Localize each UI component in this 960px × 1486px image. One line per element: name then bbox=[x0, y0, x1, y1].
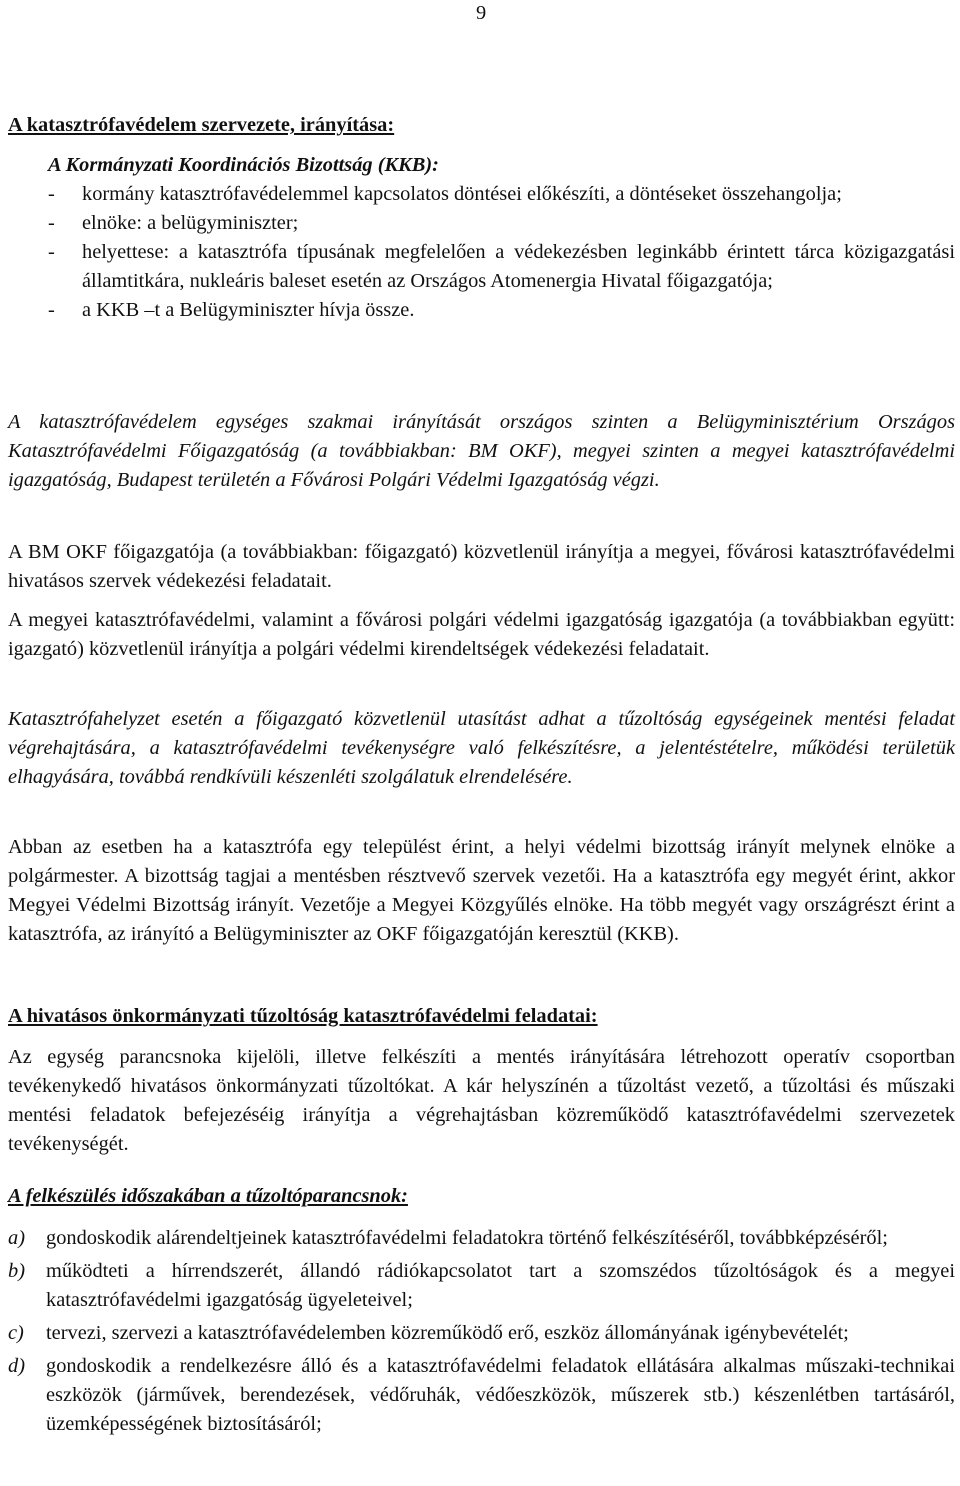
page-number: 9 bbox=[476, 2, 487, 24]
kkb-list bbox=[8, 180, 955, 325]
paragraph-committees: Abban az esetben ha a katasztrófa egy települést érint, a helyi védelmi bizottság irányít melynek elnöke a polgármester. A bizottság tagjai a mentésben résztvevő szervek vezetői. Ha a katasztrófa egy megyét érint, akkor Megyei Védelmi Bizottság irányít. Vezetője a Megyei Közgyűlés elnöke. Ha több megyét vagy országrészt érint a katasztrófa, az irányító a Belügyminiszter az OKF főigazgatóján keresztül (KKB). bbox=[8, 836, 955, 945]
list-item: a) gondoskodik alárendeltjeinek katasztrófavédelmi feladatokra történő felkészítéséről, továbbképzéséről; bbox=[8, 1227, 888, 1249]
list-item: d) gondoskodik a rendelkezésre álló és a katasztrófavédelmi feladatok ellátására alkalmas műszaki-technikai eszközök (járművek, berendezések, védőruhák, védőeszközök, műszerek stb.) készenlétben tartásáról, üzemképességének biztosításáról; bbox=[8, 1355, 955, 1435]
list-item: - kormány katasztrófavédelemmel kapcsolatos döntései előkészíti, a döntéseket összehangolja; bbox=[48, 183, 842, 205]
paragraph-okf-director: A BM OKF főigazgatója (a továbbiakban: főigazgató) közvetlenül irányítja a megyei, fővárosi katasztrófavédelmi hivatásos szervek védekezési feladatait. bbox=[8, 541, 955, 592]
paragraph-disaster-orders: Katasztrófahelyzet esetén a főigazgató közvetlenül utasítást adhat a tűzoltóság egységeinek mentési feladat végrehajtására, a katasztrófavédelmi tevékenységre való felkészítésre, a jelentéstételre, működési területük elhagyására, továbbá rendkívüli készenléti szolgálatuk elrendelésére. bbox=[8, 708, 955, 788]
preparation-list bbox=[8, 1224, 955, 1443]
list-item: - elnöke: a belügyminiszter; bbox=[48, 212, 299, 234]
paragraph-guidance: A katasztrófavédelem egységes szakmai irányítását országos szinten a Belügyminisztérium Országos Katasztrófavédelmi Főigazgatóság (a továbbiakban: BM OKF), megyei szinten a megyei katasztrófavédelmi igazgatóság, Budapest területén a Fővárosi Polgári Védelmi Igazgatóság végzi. bbox=[8, 411, 955, 491]
list-item: - helyettese: a katasztrófa típusának megfelelően a védekezésben leginkább érintett tárca közigazgatási államtitkára, nukleáris baleset esetén az Országos Atomenergia Hivatal főigazgatója; bbox=[48, 241, 955, 292]
section-heading-fire-service: A hivatásos önkormányzati tűzoltóság katasztrófavédelmi feladatai: bbox=[8, 1005, 598, 1027]
paragraph-county-director: A megyei katasztrófavédelmi, valamint a fővárosi polgári védelmi igazgatóság igazgatója (a továbbiakban együtt: igazgató) közvetlenül irányítja a polgári védelmi kirendeltségek védekezési feladatait. bbox=[8, 609, 955, 660]
paragraph-unit-commander: Az egység parancsnoka kijelöli, illetve felkészíti a mentés irányítására létrehozott operatív csoportban tevékenykedő hivatásos önkormányzati tűzoltókat. A kár helyszínén a tűzoltást vezető, a tűzoltási és műszaki mentési feladatok befejezéséig irányítja a végrehajtásban közreműködő katasztrófavédelmi szervezetek tevékenységét. bbox=[8, 1046, 955, 1155]
list-item: - a KKB –t a Belügyminiszter hívja össze. bbox=[48, 299, 415, 321]
list-item: b) működteti a hírrendszerét, állandó rádiókapcsolatot tart a szomszédos tűzoltóságok és a megyei katasztrófavédelmi igazgatóság ügyeleteivel; bbox=[8, 1260, 955, 1311]
list-item: c) tervezi, szervezi a katasztrófavédelemben közreműködő erő, eszköz állományának igénybevételét; bbox=[8, 1322, 849, 1344]
section-heading-preparation: A felkészülés időszakában a tűzoltóparancsnok: bbox=[8, 1185, 408, 1207]
section-heading-organization: A katasztrófavédelem szervezete, irányítása: bbox=[8, 114, 395, 136]
kkb-title: A Kormányzati Koordinációs Bizottság (KKB): bbox=[48, 154, 439, 176]
